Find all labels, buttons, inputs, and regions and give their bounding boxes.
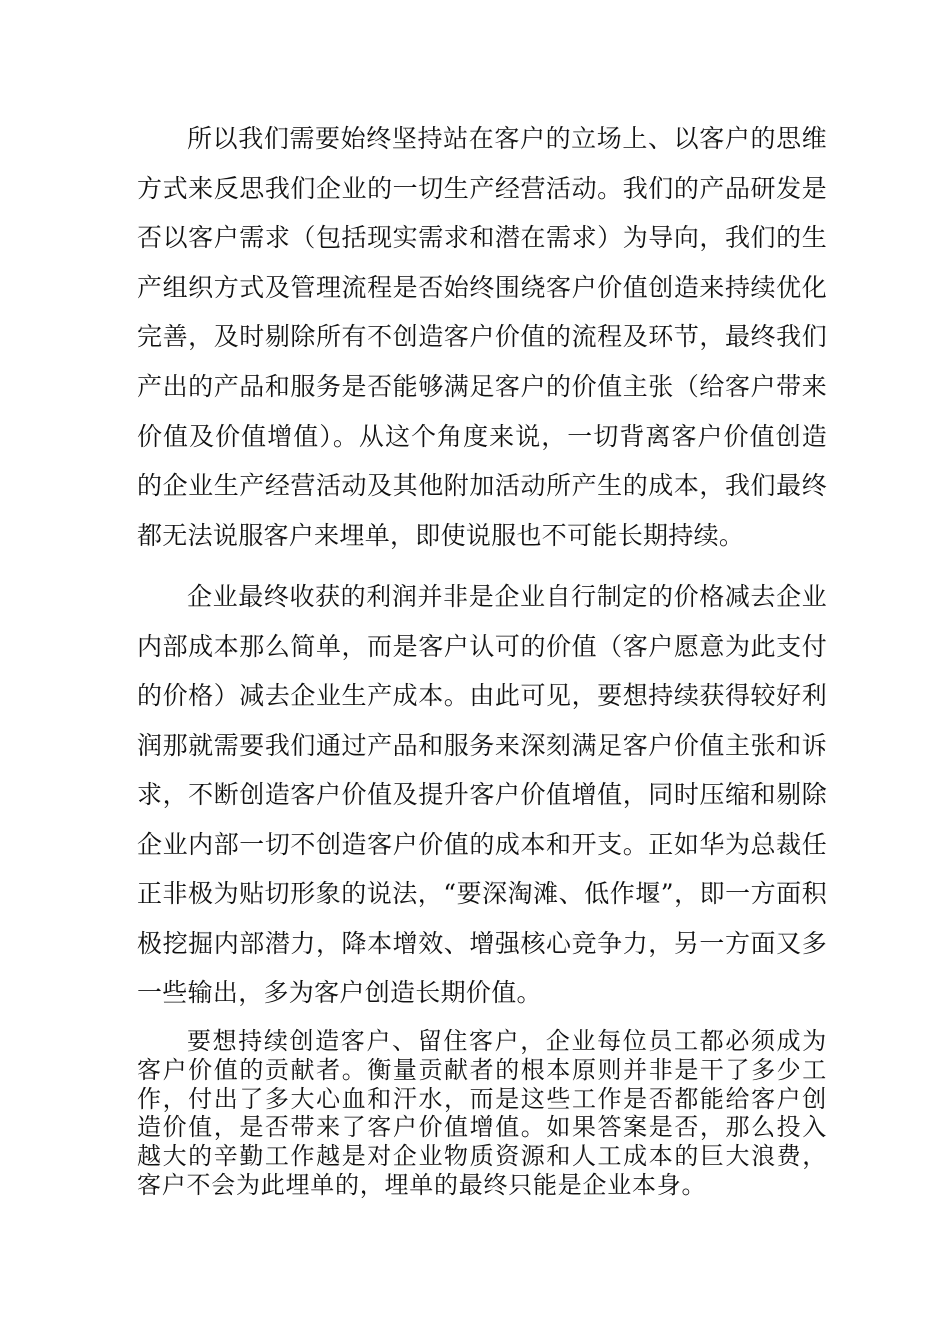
paragraph-3: 要想持续创造客户、留住客户，企业每位员工都必须成为客户价值的贡献者。衡量贡献者的根本原则并非是干了多少工作，付出了多大心血和汗水，而是这些工作是否都能给客户创造价值，是否带来了客户价值增值。如果答案是否，那么投入越大的辛勤工作越是对企业物质资源和人工成本的巨大浪费，客户不会为此埋单的，埋单的最终只能是企业本身。 [137,1027,827,1199]
paragraph-2: 企业最终收获的利润并非是企业自行制定的价格减去企业内部成本那么简单，而是客户认可的价值（客户愿意为此支付的价格）减去企业生产成本。由此可见，要想持续获得较好利润那就需要我们通过产品和服务来深刻满足客户价值主张和诉求，不断创造客户价值及提升客户价值增值，同时压缩和剔除企业内部一切不创造客户价值的成本和开支。正如华为总裁任正非极为贴切形象的说法，“要深淘滩、低作堰”，即一方面积极挖掘内部潜力，降本增效、增强核心竞争力，另一方面又多一些输出，多为客户创造长期价值。 [137,582,827,1007]
paragraph-1: 所以我们需要始终坚持站在客户的立场上、以客户的思维方式来反思我们企业的一切生产经营活动。我们的产品研发是否以客户需求（包括现实需求和潜在需求）为导向，我们的生产组织方式及管理流程是否始终围绕客户价值创造来持续优化完善，及时剔除所有不创造客户价值的流程及环节，最终我们产出的产品和服务是否能够满足客户的价值主张（给客户带来价值及价值增值）。从这个角度来说，一切背离客户价值创造的企业生产经营活动及其他附加活动所产生的成本，我们最终都无法说服客户来埋单，即使说服也不可能长期持续。 [137,124,827,550]
